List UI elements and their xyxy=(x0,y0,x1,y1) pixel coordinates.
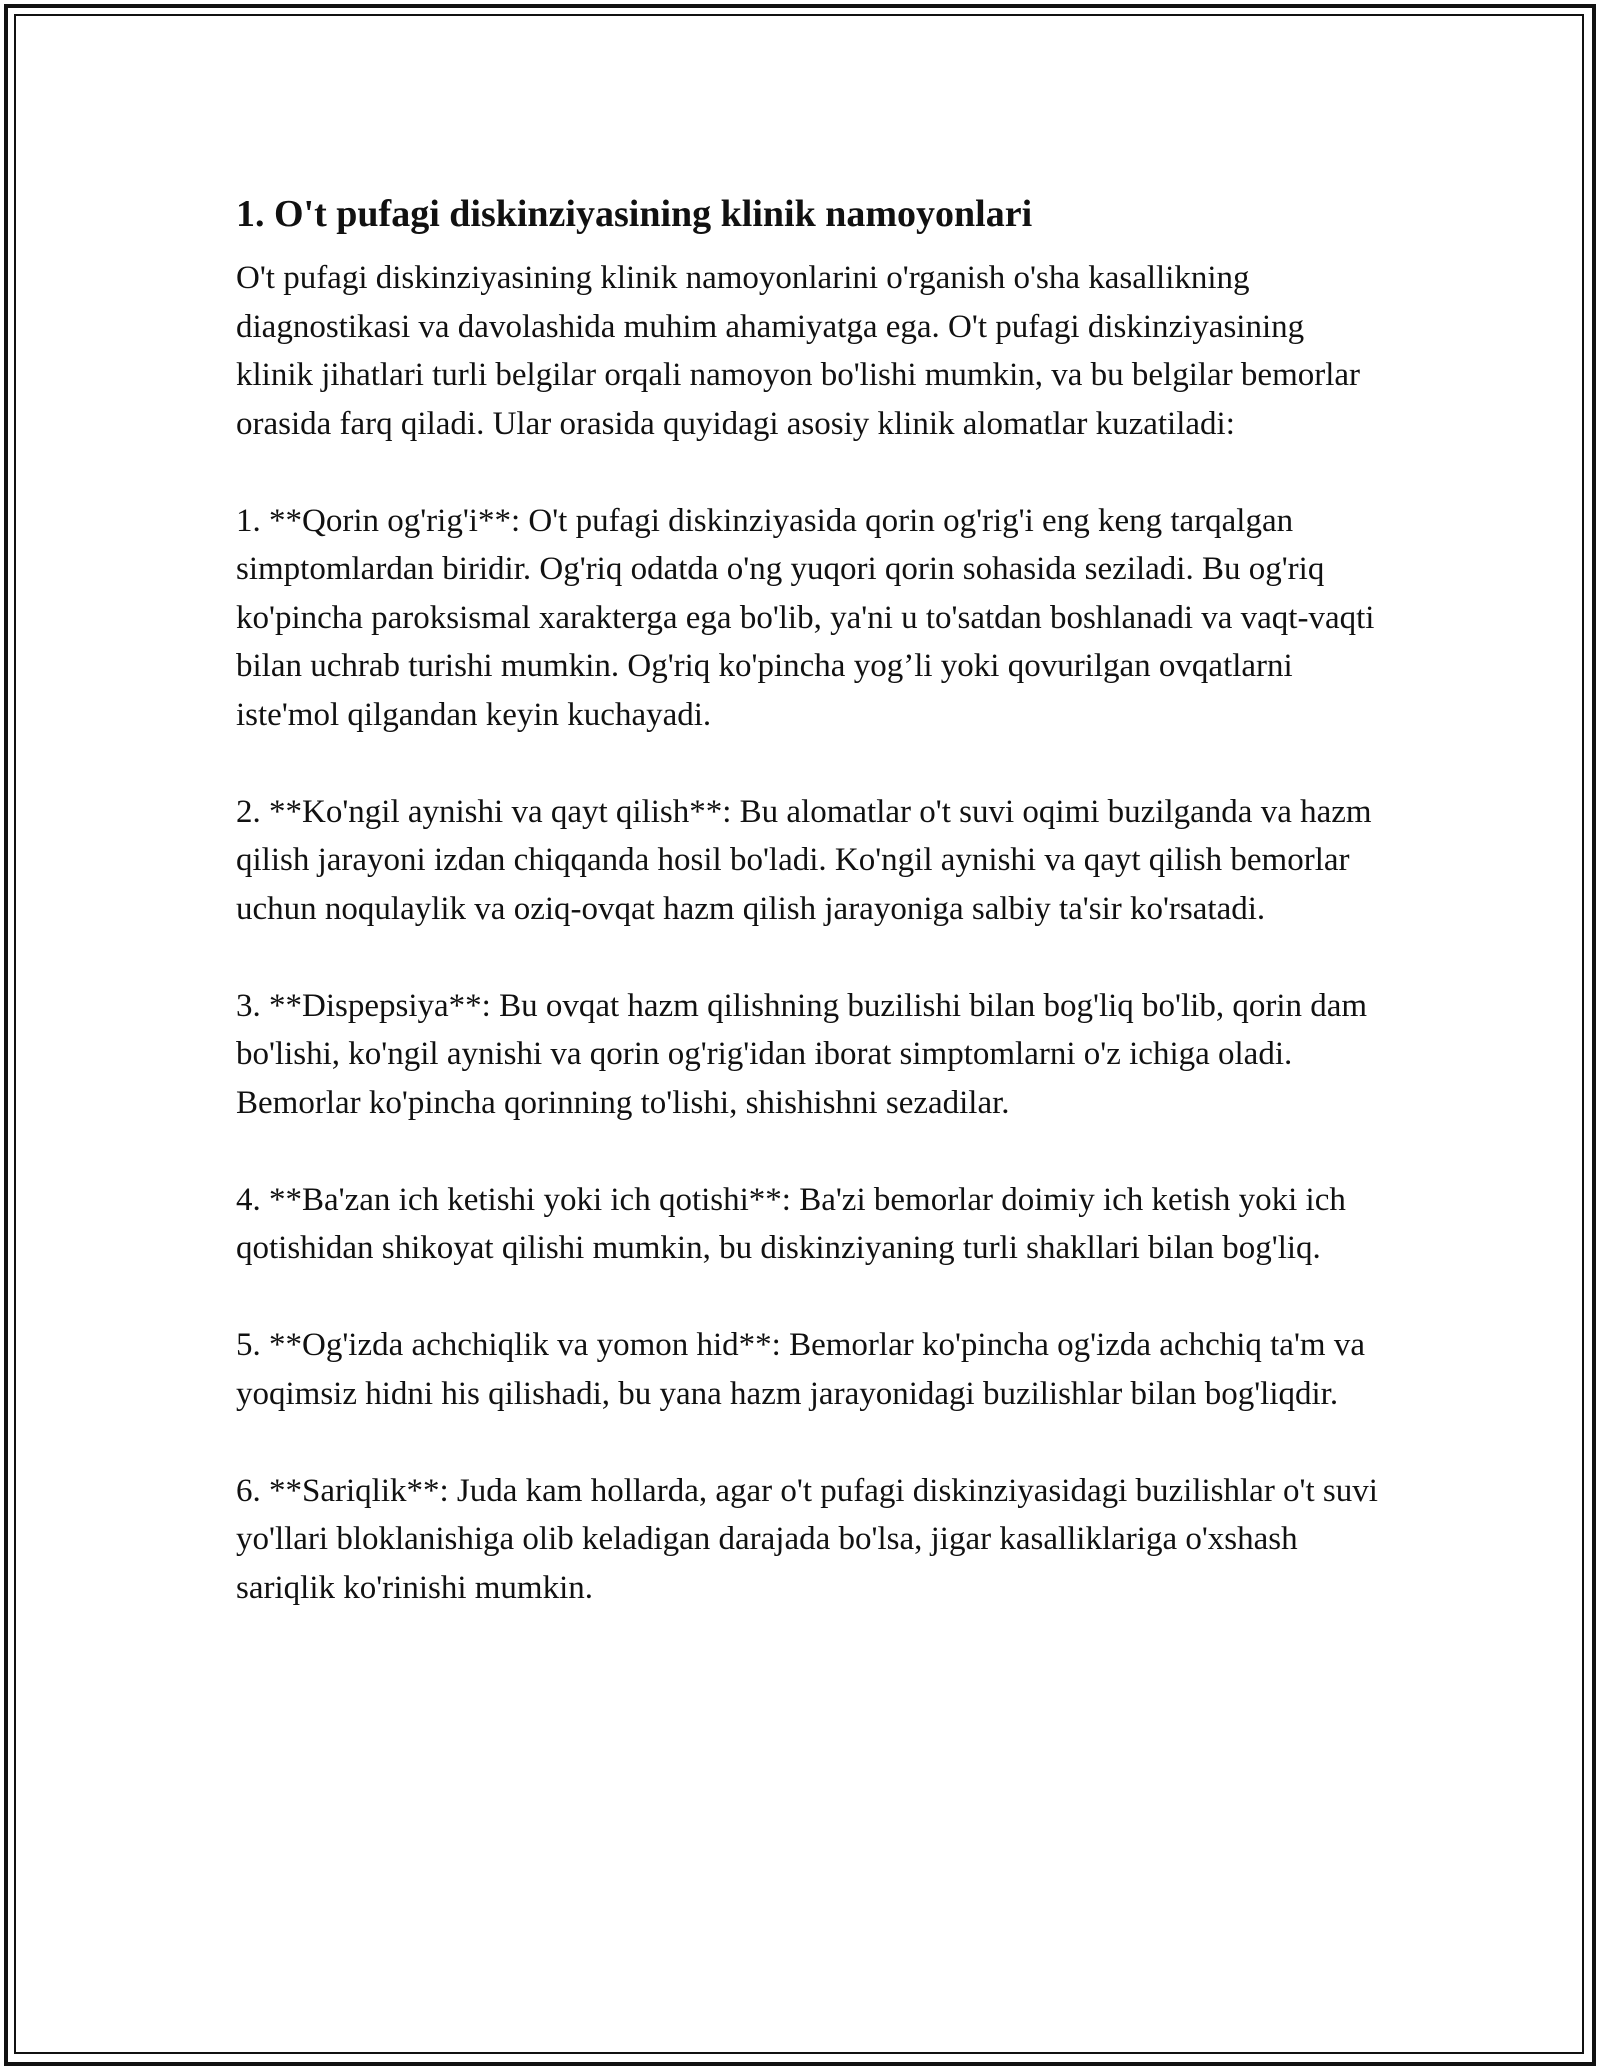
section-heading: 1. O't pufagi diskinziyasining klinik namoyonlari xyxy=(236,193,1033,235)
list-item-nausea-vomiting: 2. **Ko'ngil aynishi va qayt qilish**: Bu alomatlar o't suvi oqimi buzilganda va hazm qilish jarayoni izdan chiqqanda hosil bo'ladi. Ko'ngil aynishi va qayt qilish bemorlar uchun noqulaylik va oziq-ovqat hazm qilish jarayoniga salbiy ta'sir ko'rsatadi. xyxy=(236,793,1372,927)
list-item-diarrhea-constipation: 4. **Ba'zan ich ketishi yoki ich qotishi**: Ba'zi bemorlar doimiy ich ketish yoki ich qotishidan shikoyat qilishi mumkin, bu diskinziyaning turli shakllari bilan bog'liq. xyxy=(236,1181,1346,1266)
list-item-dyspepsia: 3. **Dispepsiya**: Bu ovqat hazm qilishning buzilishi bilan bog'liq bo'lib, qorin dam bo'lishi, ko'ngil aynishi va qorin og'rig'idan iborat simptomlarni o'z ichiga oladi. Bemorlar ko'pincha qorinning to'lishi, shishishni sezadilar. xyxy=(236,987,1368,1121)
intro-paragraph: O't pufagi diskinziyasining klinik namoyonlarini o'rganish o'sha kasallikning diagnostikasi va davolashida muhim ahamiyatga ega. O't pufagi diskinziyasining klinik jihatlari turli belgilar orqali namoyon bo'lishi mumkin, va bu belgilar bemorlar orasida farq qiladi. Ular orasida quyidagi asosiy klinik alomatlar kuzatiladi: xyxy=(236,260,1361,442)
list-item-jaundice: 6. **Sariqlik**: Juda kam hollarda, agar o't pufagi diskinziyasidagi buzilishlar o't suvi yo'llari bloklanishiga olib keladigan darajada bo'lsa, jigar kasalliklariga o'xshash sariqlik ko'rinishi mumkin. xyxy=(236,1472,1378,1606)
list-item-abdominal-pain: 1. **Qorin og'rig'i**: O't pufagi diskinziyasida qorin og'rig'i eng keng tarqalgan simptomlardan biridir. Og'riq odatda o'ng yuqori qorin sohasida seziladi. Bu og'riq ko'pincha paroksismal xarakterga ega bo'lib, ya'ni u to'satdan boshlanadi va vaqt-vaqti bilan uchrab turishi mumkin. Og'riq ko'pincha yog’li yoki qovurilgan ovqatlarni iste'mol qilgandan keyin kuchayadi. xyxy=(236,502,1375,733)
document-body xyxy=(236,188,1386,1612)
list-item-bitter-taste: 5. **Og'izda achchiqlik va yomon hid**: Bemorlar ko'pincha og'izda achchiq ta'm va yoqimsiz hidni his qilishadi, bu yana hazm jarayonidagi buzilishlar bilan bog'liqdir. xyxy=(236,1327,1365,1412)
